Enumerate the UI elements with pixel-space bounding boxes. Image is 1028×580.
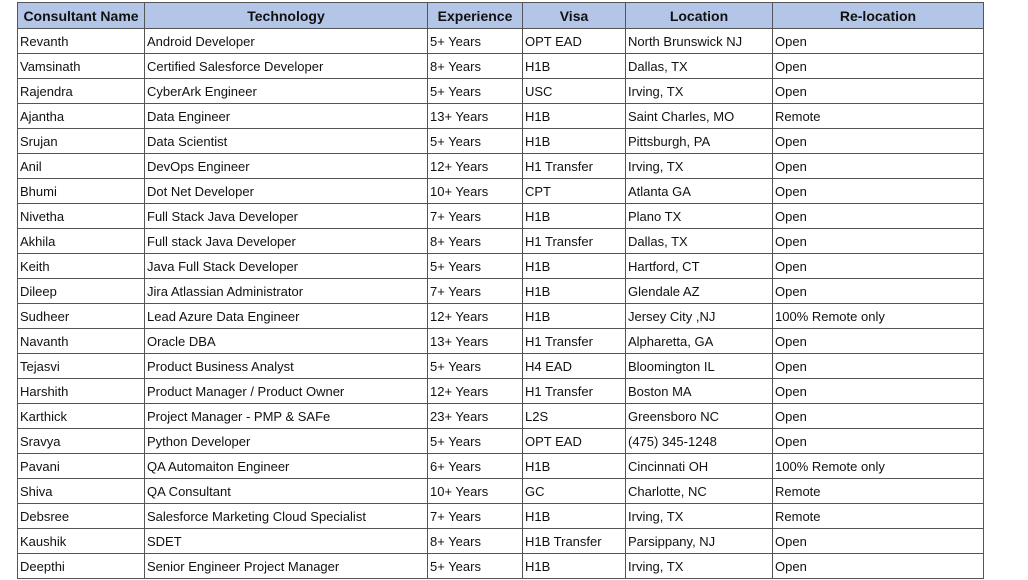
table-row (18, 379, 984, 404)
experience-cell: 5+ Years (428, 79, 523, 104)
name-cell: Tejasvi (18, 354, 145, 379)
name-cell: Debsree (18, 504, 145, 529)
technology-cell: Full Stack Java Developer (145, 204, 428, 229)
visa-cell: H1B (523, 54, 626, 79)
table-row (18, 454, 984, 479)
relocation-cell: 100% Remote only (773, 304, 984, 329)
relocation-cell: Remote (773, 479, 984, 504)
location-cell: North Brunswick NJ (626, 29, 773, 54)
experience-cell: 8+ Years (428, 529, 523, 554)
visa-cell: H1B (523, 554, 626, 579)
location-cell: Hartford, CT (626, 254, 773, 279)
location-cell: Greensboro NC (626, 404, 773, 429)
table-row (18, 154, 984, 179)
visa-cell: USC (523, 79, 626, 104)
technology-cell: SDET (145, 529, 428, 554)
experience-cell: 23+ Years (428, 404, 523, 429)
technology-cell: Product Manager / Product Owner (145, 379, 428, 404)
name-cell: Anil (18, 154, 145, 179)
technology-cell: QA Consultant (145, 479, 428, 504)
table-row (18, 529, 984, 554)
visa-cell: GC (523, 479, 626, 504)
name-cell: Navanth (18, 329, 145, 354)
visa-cell: H1B Transfer (523, 529, 626, 554)
technology-cell: Python Developer (145, 429, 428, 454)
location-cell: Dallas, TX (626, 229, 773, 254)
technology-cell: Product Business Analyst (145, 354, 428, 379)
visa-cell: H4 EAD (523, 354, 626, 379)
visa-cell: H1B (523, 304, 626, 329)
relocation-cell: Open (773, 229, 984, 254)
location-cell: Boston MA (626, 379, 773, 404)
experience-cell: 6+ Years (428, 454, 523, 479)
experience-cell: 5+ Years (428, 29, 523, 54)
relocation-cell: Open (773, 279, 984, 304)
location-cell: Pittsburgh, PA (626, 129, 773, 154)
table-row (18, 304, 984, 329)
location-cell: Alpharetta, GA (626, 329, 773, 354)
experience-cell: 10+ Years (428, 479, 523, 504)
header-row (18, 3, 984, 29)
table-row (18, 354, 984, 379)
table-row (18, 254, 984, 279)
experience-cell: 12+ Years (428, 304, 523, 329)
name-cell: Vamsinath (18, 54, 145, 79)
technology-cell: Certified Salesforce Developer (145, 54, 428, 79)
technology-cell: DevOps Engineer (145, 154, 428, 179)
experience-cell: 8+ Years (428, 229, 523, 254)
visa-cell: H1B (523, 104, 626, 129)
location-cell: Jersey City ,NJ (626, 304, 773, 329)
experience-cell: 5+ Years (428, 254, 523, 279)
table-row (18, 54, 984, 79)
name-cell: Bhumi (18, 179, 145, 204)
technology-cell: Android Developer (145, 29, 428, 54)
technology-cell: Project Manager - PMP & SAFe (145, 404, 428, 429)
experience-cell: 13+ Years (428, 104, 523, 129)
location-cell: Parsippany, NJ (626, 529, 773, 554)
location-cell: Saint Charles, MO (626, 104, 773, 129)
technology-cell: Oracle DBA (145, 329, 428, 354)
table-body (18, 29, 984, 579)
relocation-cell: Open (773, 329, 984, 354)
visa-cell: OPT EAD (523, 29, 626, 54)
name-cell: Pavani (18, 454, 145, 479)
experience-cell: 12+ Years (428, 379, 523, 404)
name-cell: Karthick (18, 404, 145, 429)
name-cell: Harshith (18, 379, 145, 404)
technology-cell: Dot Net Developer (145, 179, 428, 204)
name-cell: Akhila (18, 229, 145, 254)
technology-cell: Senior Engineer Project Manager (145, 554, 428, 579)
technology-cell: Lead Azure Data Engineer (145, 304, 428, 329)
col-header-technology: Technology (145, 3, 428, 29)
experience-cell: 12+ Years (428, 154, 523, 179)
location-cell: Dallas, TX (626, 54, 773, 79)
location-cell: (475) 345-1248 (626, 429, 773, 454)
experience-cell: 7+ Years (428, 204, 523, 229)
location-cell: Irving, TX (626, 154, 773, 179)
table-row (18, 404, 984, 429)
experience-cell: 10+ Years (428, 179, 523, 204)
name-cell: Srujan (18, 129, 145, 154)
visa-cell: H1 Transfer (523, 154, 626, 179)
relocation-cell: Open (773, 29, 984, 54)
visa-cell: CPT (523, 179, 626, 204)
visa-cell: L2S (523, 404, 626, 429)
visa-cell: H1 Transfer (523, 379, 626, 404)
location-cell: Irving, TX (626, 79, 773, 104)
visa-cell: H1B (523, 279, 626, 304)
table-row (18, 229, 984, 254)
relocation-cell: Open (773, 379, 984, 404)
table-row (18, 329, 984, 354)
location-cell: Glendale AZ (626, 279, 773, 304)
name-cell: Kaushik (18, 529, 145, 554)
visa-cell: H1B (523, 454, 626, 479)
technology-cell: Java Full Stack Developer (145, 254, 428, 279)
experience-cell: 5+ Years (428, 129, 523, 154)
location-cell: Irving, TX (626, 504, 773, 529)
visa-cell: H1 Transfer (523, 229, 626, 254)
location-cell: Charlotte, NC (626, 479, 773, 504)
col-header-consultant-name: Consultant Name (18, 3, 145, 29)
name-cell: Nivetha (18, 204, 145, 229)
col-header-relocation: Re-location (773, 3, 984, 29)
relocation-cell: Open (773, 529, 984, 554)
table-row (18, 79, 984, 104)
technology-cell: Full stack Java Developer (145, 229, 428, 254)
experience-cell: 13+ Years (428, 329, 523, 354)
col-header-experience: Experience (428, 3, 523, 29)
relocation-cell: Remote (773, 504, 984, 529)
location-cell: Irving, TX (626, 554, 773, 579)
name-cell: Sudheer (18, 304, 145, 329)
relocation-cell: Open (773, 429, 984, 454)
technology-cell: Jira Atlassian Administrator (145, 279, 428, 304)
relocation-cell: Open (773, 154, 984, 179)
name-cell: Revanth (18, 29, 145, 54)
consultant-table (17, 2, 984, 579)
visa-cell: H1B (523, 504, 626, 529)
location-cell: Cincinnati OH (626, 454, 773, 479)
name-cell: Shiva (18, 479, 145, 504)
technology-cell: QA Automaiton Engineer (145, 454, 428, 479)
name-cell: Dileep (18, 279, 145, 304)
relocation-cell: Open (773, 179, 984, 204)
visa-cell: H1B (523, 129, 626, 154)
location-cell: Bloomington IL (626, 354, 773, 379)
name-cell: Ajantha (18, 104, 145, 129)
visa-cell: H1B (523, 204, 626, 229)
technology-cell: CyberArk Engineer (145, 79, 428, 104)
table-row (18, 29, 984, 54)
experience-cell: 5+ Years (428, 554, 523, 579)
table-row (18, 204, 984, 229)
name-cell: Deepthi (18, 554, 145, 579)
relocation-cell: Open (773, 254, 984, 279)
relocation-cell: Open (773, 54, 984, 79)
name-cell: Sravya (18, 429, 145, 454)
table-row (18, 129, 984, 154)
technology-cell: Salesforce Marketing Cloud Specialist (145, 504, 428, 529)
relocation-cell: 100% Remote only (773, 454, 984, 479)
visa-cell: H1 Transfer (523, 329, 626, 354)
experience-cell: 8+ Years (428, 54, 523, 79)
technology-cell: Data Scientist (145, 129, 428, 154)
table-row (18, 429, 984, 454)
table-row (18, 554, 984, 579)
visa-cell: OPT EAD (523, 429, 626, 454)
table-row (18, 504, 984, 529)
relocation-cell: Open (773, 79, 984, 104)
relocation-cell: Open (773, 404, 984, 429)
experience-cell: 5+ Years (428, 429, 523, 454)
name-cell: Keith (18, 254, 145, 279)
name-cell: Rajendra (18, 79, 145, 104)
location-cell: Atlanta GA (626, 179, 773, 204)
table-row (18, 479, 984, 504)
experience-cell: 5+ Years (428, 354, 523, 379)
technology-cell: Data Engineer (145, 104, 428, 129)
relocation-cell: Remote (773, 104, 984, 129)
experience-cell: 7+ Years (428, 504, 523, 529)
table-row (18, 279, 984, 304)
visa-cell: H1B (523, 254, 626, 279)
relocation-cell: Open (773, 129, 984, 154)
experience-cell: 7+ Years (428, 279, 523, 304)
table-row (18, 179, 984, 204)
relocation-cell: Open (773, 354, 984, 379)
relocation-cell: Open (773, 554, 984, 579)
col-header-visa: Visa (523, 3, 626, 29)
table-row (18, 104, 984, 129)
location-cell: Plano TX (626, 204, 773, 229)
relocation-cell: Open (773, 204, 984, 229)
col-header-location: Location (626, 3, 773, 29)
